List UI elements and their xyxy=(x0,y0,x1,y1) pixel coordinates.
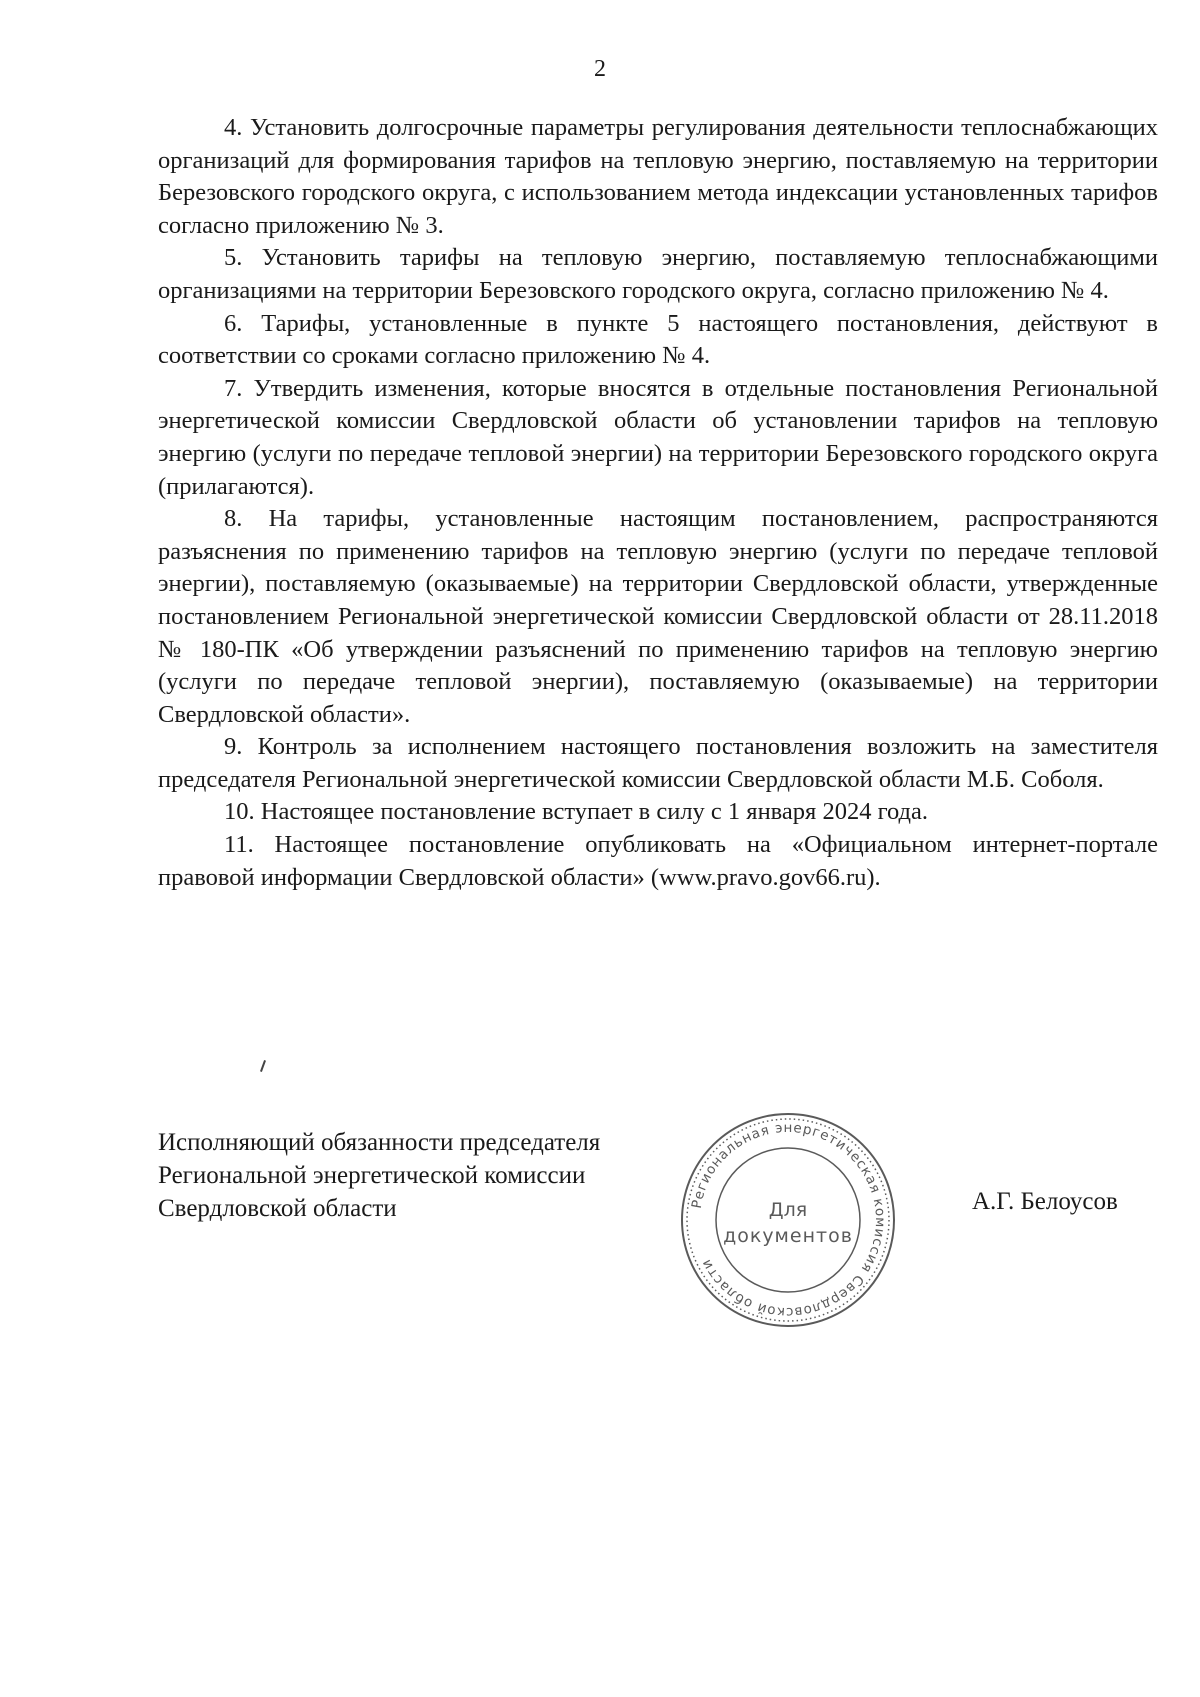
signatory-position xyxy=(158,1126,600,1225)
paragraph-4: 4. Установить долгосрочные параметры регулирования деятельности теплоснабжающих организаций для формирования тарифов на тепловую энергию, поставляемую на территории Березовского городского округа, с использованием метода индексации установленных тарифов согласно приложению № 3. xyxy=(158,114,1158,239)
page-number: 2 xyxy=(594,56,606,82)
paragraph-6: 6. Тарифы, установленные в пункте 5 настоящего постановления, действуют в соответствии со сроками согласно приложению № 4. xyxy=(158,309,1158,370)
signatory-position-line: Свердловской области xyxy=(158,1195,397,1222)
signatory-position-line: Исполняющий обязанности председателя xyxy=(158,1129,601,1156)
paragraph-8: 8. На тарифы, установленные настоящим постановлением, распространяются разъяснения по применению тарифов на тепловую энергию (услуги по передаче тепловой энергии), поставляемую (оказываемые) на территории Свердловской области, утвержденные постановлением Региональной энергетической комиссии Свердловской области от 28.11.2018 № 180-ПК «Об утверждении разъяснений по применению тарифов на тепловую энергию (услуги по передаче тепловой энергии), поставляемую (оказываемые) на территории Свердловской области». xyxy=(158,505,1158,728)
paragraph-11: 11. Настоящее постановление опубликовать на «Официальном интернет-портале правовой информации Свердловской области» (www.pravo.gov66.ru). xyxy=(158,831,1158,891)
seal-ring-text: Региональная энергетическая комиссия Свердловской области xyxy=(688,1119,889,1321)
signatory-name: А.Г. Белоусов xyxy=(972,1188,1118,1215)
seal-center-text: Для xyxy=(768,1199,808,1221)
stray-pen-mark xyxy=(260,1060,266,1072)
official-seal-stamp xyxy=(676,1108,900,1332)
document-body xyxy=(158,112,1158,894)
signatory-position-line: Региональной энергетической комиссии xyxy=(158,1162,586,1189)
paragraph-10: 10. Настоящее постановление вступает в силу с 1 января 2024 года. xyxy=(224,798,929,826)
seal-center-text: документов xyxy=(723,1225,853,1247)
paragraph-5: 5. Установить тарифы на тепловую энергию, поставляемую теплоснабжающими организациями на территории Березовского городского округа, согласно приложению № 4. xyxy=(158,244,1158,304)
paragraph-9: 9. Контроль за исполнением настоящего постановления возложить на заместителя председателя Региональной энергетической комиссии Свердловской области М.Б. Соболя. xyxy=(158,733,1158,793)
paragraph-7: 7. Утвердить изменения, которые вносятся в отдельные постановления Региональной энергетической комиссии Свердловской области об установлении тарифов на тепловую энергию (услуги по передаче тепловой энергии) на территории Березовского городского округа (прилагаются). xyxy=(158,374,1158,500)
